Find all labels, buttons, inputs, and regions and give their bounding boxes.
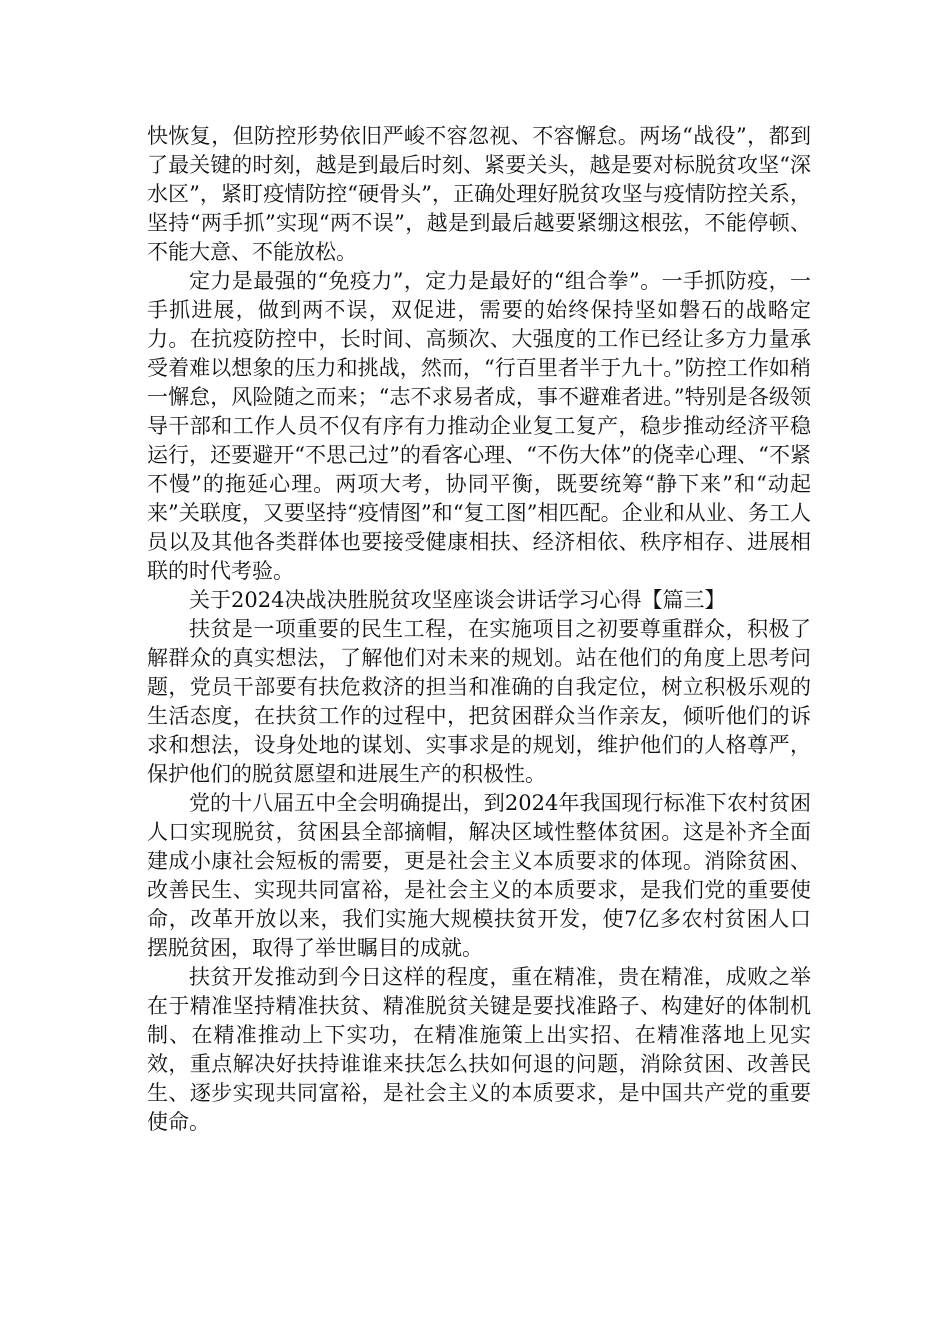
- paragraph-wuzhong-quanhui: 党的十八届五中全会明确提出，到2024年我国现行标准下农村贫困人口实现脱贫，贫困县全部摘帽，解决区域性整体贫困。这是补齐全面建成小康社会短板的需要，更是社会主义本质要求的体现。消除贫困、改善民生、实现共同富裕，是社会主义的本质要求，是我们党的重要使命，改革开放以来，我们实施大规模扶贫开发，使7亿多农村贫困人口摆脱贫困，取得了举世瞩目的成就。: [147, 791, 811, 960]
- paragraph-continuation: 快恢复，但防控形势依旧严峻不容忽视、不容懈怠。两场“战役”，都到了最关键的时刻，越是到最后时刻、紧要关头，越是要对标脱贫攻坚“深水区”，紧盯疫情防控“硬骨头”，正确处理好脱贫攻坚与疫情防控关系，坚持“两手抓”实现“两不误”，越是到最后越要紧绷这根弦，不能停顿、不能大意、不能放松。: [147, 124, 811, 264]
- paragraph-jingzhun-fupin: 扶贫开发推动到今日这样的程度，重在精准，贵在精准，成败之举在于精准坚持精准扶贫、精准脱贫关键是要找准路子、构建好的体制机制、在精准推动上下实功，在精准施策上出实招、在精准落地上见实效，重点解决好扶持谁谁来扶怎么扶如何退的问题，消除贫困、改善民生、逐步实现共同富裕，是社会主义的本质要求，是中国共产党的重要使命。: [147, 965, 811, 1134]
- paragraph-fupin-minsheng: 扶贫是一项重要的民生工程，在实施项目之初要尊重群众，积极了解群众的真实想法，了解他们对未来的规划。站在他们的角度上思考问题，党员干部要有扶危救济的担当和准确的自我定位，树立积极乐观的生活态度，在扶贫工作的过程中，把贫困群众当作亲友，倾听他们的诉求和想法，设身处地的谋划、实事求是的规划，维护他们的人格尊严，保护他们的脱贫愿望和进展生产的积极性。: [147, 617, 811, 786]
- section-heading-part-three: 关于2024决战决胜脱贫攻坚座谈会讲话学习心得【篇三】: [189, 588, 726, 612]
- document-page: [147, 122, 811, 1137]
- paragraph-dingli: 定力是最强的“免疫力”，定力是最好的“组合拳”。一手抓防疫，一手抓进展，做到两不误，双促进，需要的始终保持坚如磐石的战略定力。在抗疫防控中，长时间、高频次、大强度的工作已经让多方力量承受着难以想象的压力和挑战，然而，“行百里者半于九十。”防控工作如稍一懈怠，风险随之而来；“志不求易者成，事不避难者进。”特别是各级领导干部和工作人员不仅有序有力推动企业复工复产，稳步推动经济平稳运行，还要避开“不思己过”的看客心理、“不伤大体”的侥幸心理、“不紧不慢”的拖延心理。两项大考，协同平衡，既要统筹“静下来”和“动起来”关联度，又要坚持“疫情图”和“复工图”相匹配。企业和从业、务工人员以及其他各类群体也要接受健康相扶、经济相依、秩序相存、进展相联的时代考验。: [147, 269, 811, 583]
